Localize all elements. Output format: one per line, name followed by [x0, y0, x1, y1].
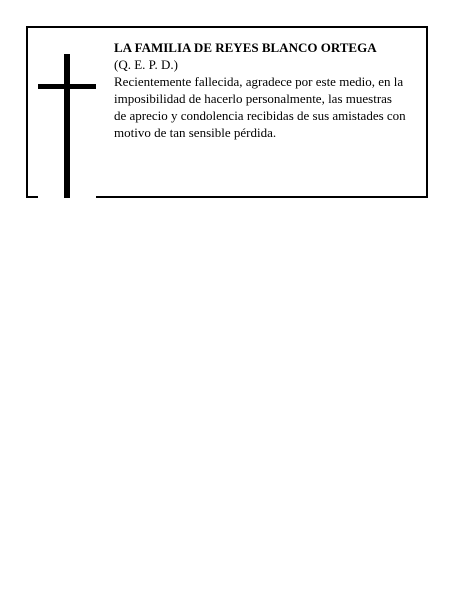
notice-body-line: motivo de tan sensible pérdida. [114, 125, 277, 140]
cross-horizontal-bar [38, 84, 96, 89]
notice-body [114, 73, 424, 141]
notice-text [114, 39, 424, 141]
rip-line: (Q. E. P. D.) [114, 57, 178, 72]
frame-bottom-border-left [26, 196, 38, 198]
notice-body-line: imposibilidad de hacerlo personalmente, las muestras [114, 91, 392, 106]
family-title: LA FAMILIA DE REYES BLANCO ORTEGA [114, 40, 377, 55]
frame-bottom-border-right [96, 196, 428, 198]
cross-vertical-bar [64, 54, 70, 198]
notice-body-line: Recientemente fallecida, agradece por este medio, en la [114, 74, 404, 89]
notice-body-line: de aprecio y condolencia recibidas de sus amistades con [114, 108, 406, 123]
